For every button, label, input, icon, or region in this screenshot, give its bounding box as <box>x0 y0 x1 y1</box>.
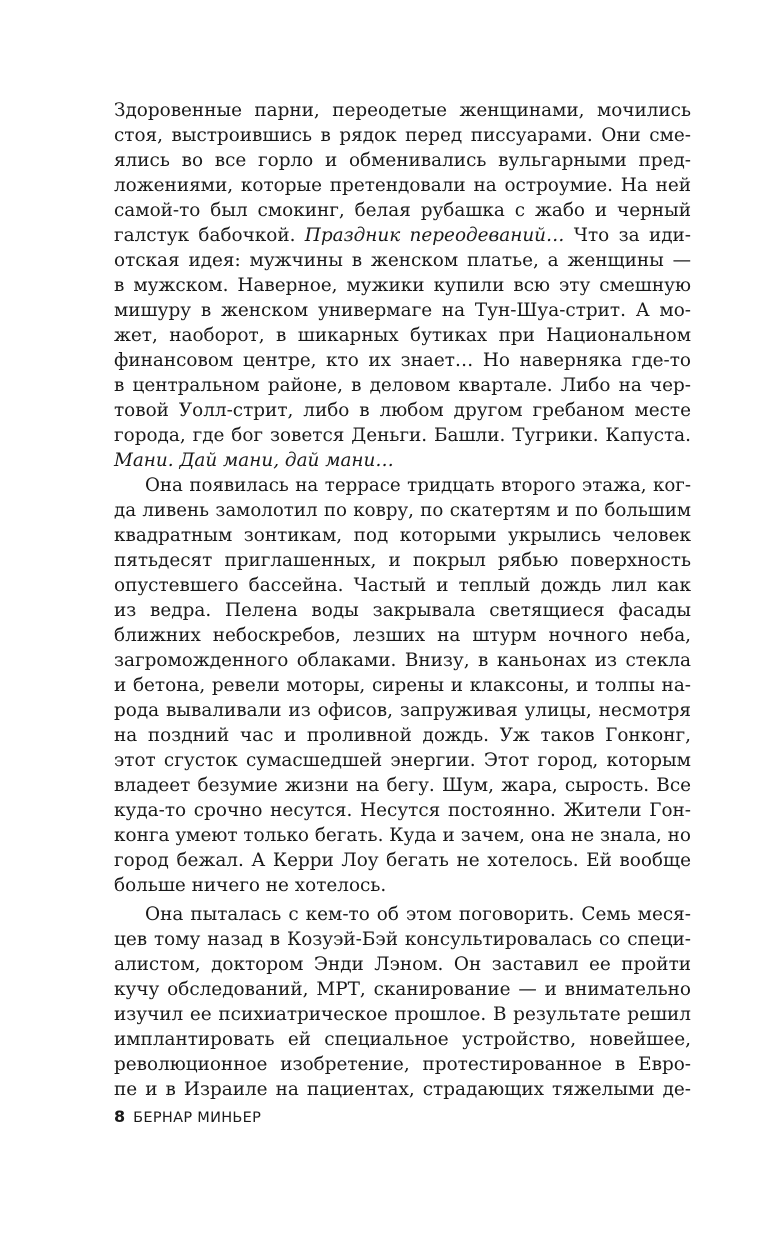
page-number: 8 <box>114 1107 126 1126</box>
text-line: загроможденного облаками. Внизу, в каньонах из стекла <box>114 650 691 671</box>
text-line: город бежал. А Керри Лоу бегать не хотелось. Ей вообще <box>114 850 691 871</box>
page-footer <box>114 1106 261 1128</box>
text-line: кучу обследований, МРТ, сканирование — и внимательно <box>114 979 691 1000</box>
text-line: города, где бог зовется Деньги. Башли. Тугрики. Капуста. <box>114 425 691 446</box>
text-line: имплантировать ей специальное устройство, новейшее, <box>114 1029 691 1050</box>
text-line: да ливень замолотил по ковру, по скатертям и по большим <box>114 500 691 521</box>
text-line: Здоровенные парни, переодетые женщинами, мочились <box>114 100 691 121</box>
text-line: революционное изобретение, протестированное в Евро- <box>114 1054 691 1075</box>
text-line: мишуру в женском универмаге на Тун-Шуа-стрит. А мо- <box>114 300 691 321</box>
text-line: опустевшего бассейна. Частый и теплый дождь лил как <box>114 575 691 596</box>
text-line: конга умеют только бегать. Куда и зачем, она не знала, но <box>114 825 691 846</box>
text-span: Что за иди- <box>564 225 691 246</box>
text-line: из ведра. Пелена воды закрывала светящиеся фасады <box>114 600 691 621</box>
text-line: ближних небоскребов, лезших на штурм ночного неба, <box>114 625 691 646</box>
running-author: БЕРНАР МИНЬЕР <box>133 1110 262 1126</box>
italic-phrase: Праздник переодеваний… <box>304 225 565 246</box>
text-line: алистом, доктором Энди Лэном. Он заставил ее пройти <box>114 954 691 975</box>
text-line: пятьдесят приглашенных, и покрыл рябью поверхность <box>114 550 691 571</box>
paragraph-first-line: Она появилась на террасе тридцать второго этажа, ког- <box>145 475 691 496</box>
text-line: рода вываливали из офисов, запруживая улицы, несмотря <box>114 700 691 721</box>
text-line: в центральном районе, в деловом квартале. Либо на чер- <box>114 375 691 396</box>
text-line: финансовом центре, кто их знает… Но наверняка где-то <box>114 350 691 371</box>
italic-phrase: Мани. Дай мани, дай мани… <box>114 450 394 471</box>
text-line: пе и в Израиле на пациентах, страдающих тяжелыми де- <box>114 1079 691 1100</box>
text-line: ложениями, которые претендовали на остроумие. На ней <box>114 175 691 196</box>
text-line: в мужском. Наверное, мужики купили всю эту смешную <box>114 275 691 296</box>
text-line: этот сгусток сумасшедшей энергии. Этот город, которым <box>114 750 691 771</box>
text-line: куда-то срочно несутся. Несутся постоянно. Жители Гон- <box>114 800 691 821</box>
text-line: ялись во все горло и обменивались вульгарными пред- <box>114 150 691 171</box>
text-line: самой-то был смокинг, белая рубашка с жабо и черный <box>114 200 691 221</box>
text-line: изучил ее психиатрическое прошлое. В результате решил <box>114 1004 691 1025</box>
text-line: стоя, выстроившись в рядок перед писсуарами. Они сме- <box>114 125 691 146</box>
paragraph-first-line: Она пыталась с кем-то об этом поговорить. Семь меся- <box>145 904 691 925</box>
text-line <box>114 448 691 473</box>
text-line: на поздний час и проливной дождь. Уж таков Гонконг, <box>114 725 691 746</box>
text-line <box>114 223 691 248</box>
text-line: товой Уолл-стрит, либо в любом другом гребаном месте <box>114 400 691 421</box>
text-line: владеет безумие жизни на бегу. Шум, жара, сырость. Все <box>114 775 691 796</box>
text-line: квадратным зонтикам, под которыми укрылись человек <box>114 525 691 546</box>
text-line: жет, наоборот, в шикарных бутиках при Национальном <box>114 325 691 346</box>
text-line: отская идея: мужчины в женском платье, а женщины — <box>114 250 691 271</box>
text-line: больше ничего не хотелось. <box>114 875 387 896</box>
text-line: цев тому назад в Козуэй-Бэй консультировалась со специ- <box>114 929 691 950</box>
text-span: галстук бабочкой. <box>114 225 305 246</box>
text-line: и бетона, ревели моторы, сирены и клаксоны, и толпы на- <box>114 675 691 696</box>
